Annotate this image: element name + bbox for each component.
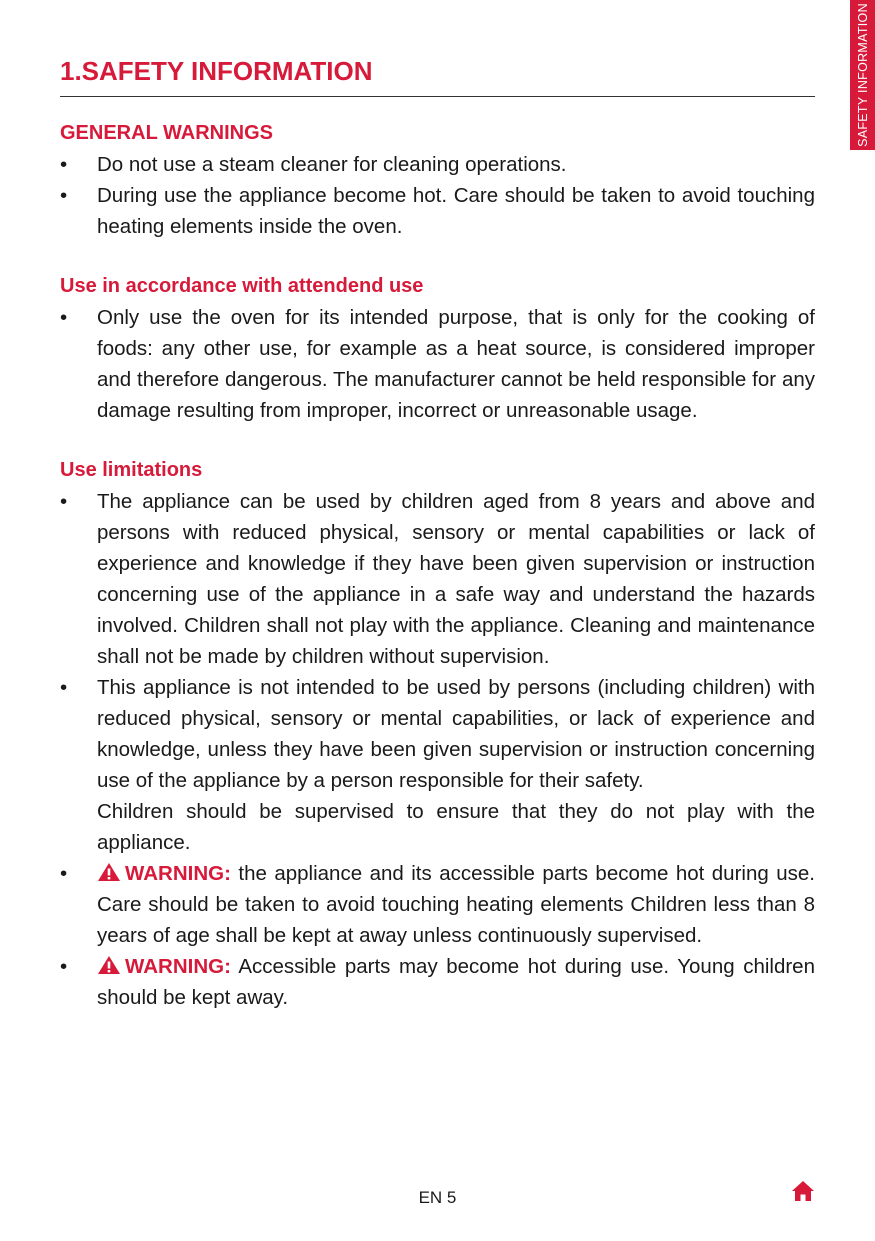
warning-triangle-icon (97, 955, 121, 975)
warning-item (60, 858, 815, 951)
warning-text: Accessible parts may become hot during use. Young children should be kept away. (97, 955, 815, 1009)
section-heading: Use limitations (60, 459, 203, 481)
section-heading: GENERAL WARNINGS (60, 122, 273, 144)
warning-text: the appliance and its accessible parts become hot during use. Care should be taken to avoid touching heating elements Children less than 8 years of age shall be kept at away unless continuously supervised. (97, 862, 815, 947)
title-divider (60, 96, 815, 97)
warning-item (60, 951, 815, 1013)
bullet-list (60, 149, 815, 242)
page-number: EN 5 (418, 1188, 457, 1207)
list-item-text: Do not use a steam cleaner for cleaning operations. (97, 153, 567, 176)
list-item (60, 672, 815, 858)
list-item-text: Only use the oven for its intended purpose, that is only for the cooking of foods: any other use, for example as a heat source, is considered improper and therefore dangerous. The manufacturer cannot be held responsible for any damage resulting from improper, incorrect or unreasonable usage. (97, 306, 815, 422)
bullet-list (60, 486, 815, 1013)
section-use-limitations (60, 455, 815, 1013)
section-intended-use (60, 271, 815, 426)
side-section-tab[interactable] (850, 0, 875, 150)
list-item (60, 180, 815, 242)
list-item (60, 486, 815, 672)
page-title: 1.SAFETY INFORMATION (60, 56, 373, 86)
list-item-text: • This appliance is not intended to be used by persons (including children) with reduced physical, sensory or mental capabilities, or lack of experience and knowledge, unless they have been given supervision or instruction concerning use of the appliance by a person responsible for their safety. (97, 676, 815, 792)
warning-label: WARNING: (125, 955, 231, 978)
section-general-warnings (60, 118, 815, 242)
warning-label: WARNING: (125, 862, 231, 885)
list-item-text-continuation: Children should be supervised to ensure that they do not play with the appliance. (97, 800, 815, 854)
warning-triangle-icon (97, 862, 121, 882)
content-body (60, 118, 815, 1042)
side-tab-label: SAFETY INFORMATION (855, 3, 870, 147)
list-item-text: During use the appliance become hot. Care should be taken to avoid touching heating elements inside the oven. (97, 184, 815, 238)
list-item (60, 302, 815, 426)
home-icon[interactable] (791, 1180, 815, 1202)
bullet-list (60, 302, 815, 426)
list-item-text: The appliance can be used by children aged from 8 years and above and persons with reduced physical, sensory or mental capabilities or lack of experience and knowledge if they have been given supervision or instruction concerning use of the appliance in a safe way and understand the hazards involved. Children shall not play with the appliance. Cleaning and maintenance shall not be made by children without supervision. (97, 490, 815, 668)
list-item (60, 149, 815, 180)
section-heading: Use in accordance with attendend use (60, 275, 424, 297)
